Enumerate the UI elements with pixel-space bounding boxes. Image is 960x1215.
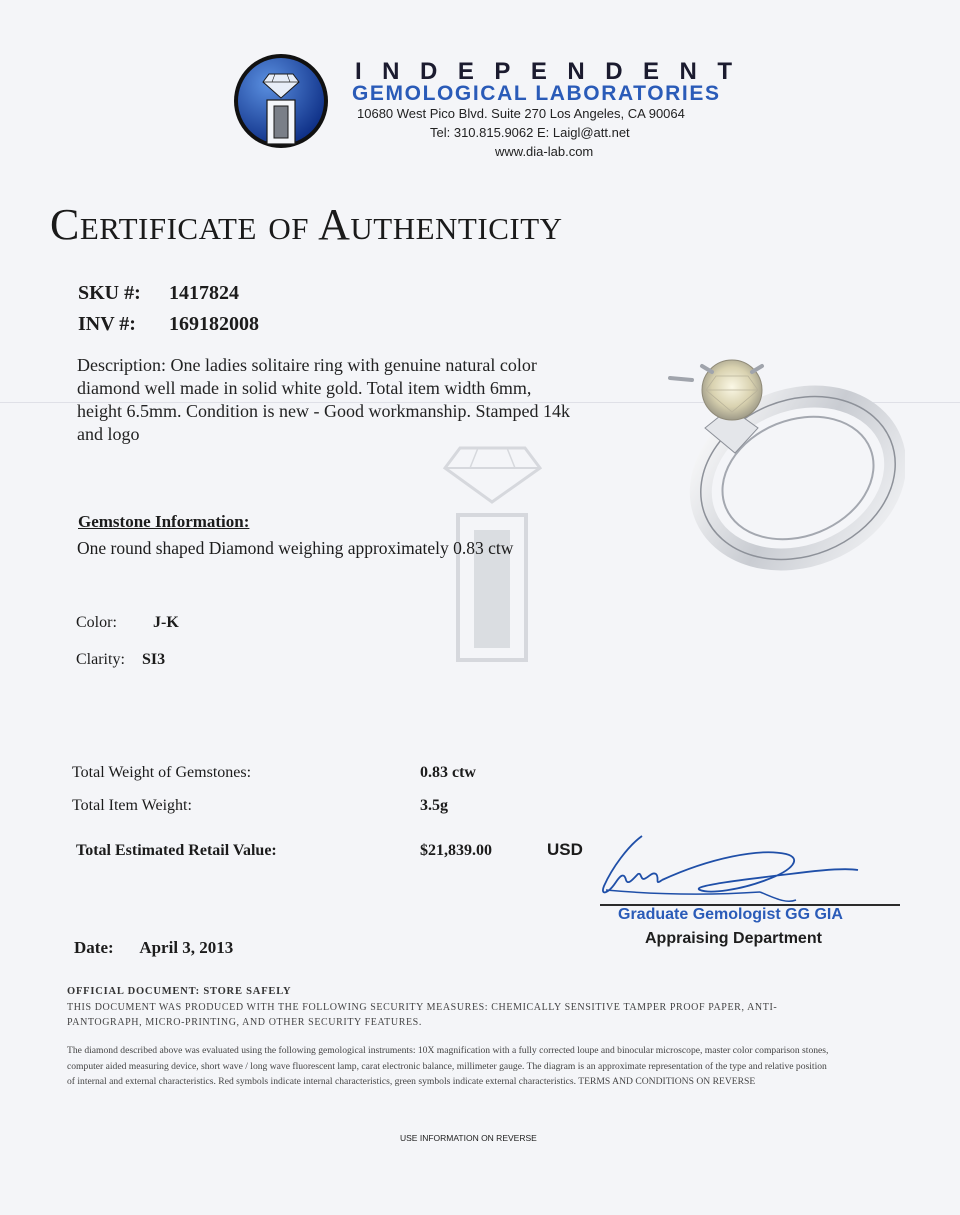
sku-value: 1417824 — [169, 282, 239, 304]
signature-department: Appraising Department — [645, 930, 822, 947]
color-row — [76, 614, 179, 632]
gemstone-heading: Gemstone Information: — [78, 512, 250, 531]
lab-name-line2: GEMOLOGICAL LABORATORIES — [352, 82, 721, 105]
gemstone-description: One round shaped Diamond weighing approximately 0.83 ctw — [77, 538, 514, 558]
lab-address: 10680 West Pico Blvd. Suite 270 Los Angeles, CA 90064 — [357, 106, 685, 121]
item-weight-value: 3.5g — [420, 797, 448, 814]
sku-label: SKU #: — [78, 282, 141, 304]
retail-value-label: Total Estimated Retail Value: — [76, 842, 277, 859]
lab-contact: Tel: 310.815.9062 E: Laigl@att.net — [430, 125, 630, 140]
instruments-text: The diamond described above was evaluated using the following gemological instruments: 10X magnification with a fully corrected loupe and binocular microscope, master color comparison stones, computer aided measuring device, short wave / long wave fluorescent lamp, carat electronic balance, millimeter gauge. The diagram is an approximate representation of the type and relative position of internal and external characteristics. Red symbols indicate internal characteristics, green symbols indicate external characteristics. TERMS AND CONDITIONS ON REVERSE — [67, 1045, 829, 1087]
clarity-row — [76, 651, 165, 669]
official-document-heading: OFFICIAL DOCUMENT: STORE SAFELY — [67, 986, 292, 997]
date-row — [74, 938, 233, 958]
certificate-title: Certificate of Authenticity — [50, 200, 563, 249]
date-label: Date: — [74, 938, 114, 957]
inv-label: INV #: — [78, 313, 136, 335]
lab-name-line1: INDEPENDENT — [355, 58, 753, 85]
security-measures-text: THIS DOCUMENT WAS PRODUCED WITH THE FOLLOWING SECURITY MEASURES: CHEMICALLY SENSITIVE TAMPER PROOF PAPER, ANTI-PANTOGRAPH, MICRO-PRINTING, AND OTHER SECURITY FEATURES. — [67, 1002, 778, 1028]
date-value: April 3, 2013 — [139, 938, 234, 957]
color-value: J-K — [153, 614, 179, 631]
lab-logo-icon — [232, 52, 330, 150]
footer-note: USE INFORMATION ON REVERSE — [400, 1133, 537, 1143]
gem-weight-value: 0.83 ctw — [420, 764, 476, 781]
signature-title: Graduate Gemologist GG GIA — [618, 906, 843, 923]
inv-value: 169182008 — [169, 313, 259, 335]
clarity-label: Clarity: — [76, 651, 125, 668]
ring-photo — [650, 328, 905, 573]
gem-weight-label: Total Weight of Gemstones: — [72, 764, 252, 781]
item-description: Description: One ladies solitaire ring with genuine natural color diamond well made in solid white gold. Total item width 6mm, height 6.5mm. Condition is new - Good workmanship. Stamped 14k and logo — [77, 355, 570, 444]
lab-website-link[interactable]: www.dia-lab.com — [495, 144, 594, 159]
sku-row — [78, 282, 239, 305]
inv-row — [78, 313, 259, 336]
clarity-value: SI3 — [142, 651, 166, 668]
retail-value-amount: $21,839.00 — [420, 842, 492, 859]
color-label: Color: — [76, 614, 117, 631]
item-weight-label: Total Item Weight: — [72, 797, 192, 814]
currency-label: USD — [547, 840, 583, 859]
